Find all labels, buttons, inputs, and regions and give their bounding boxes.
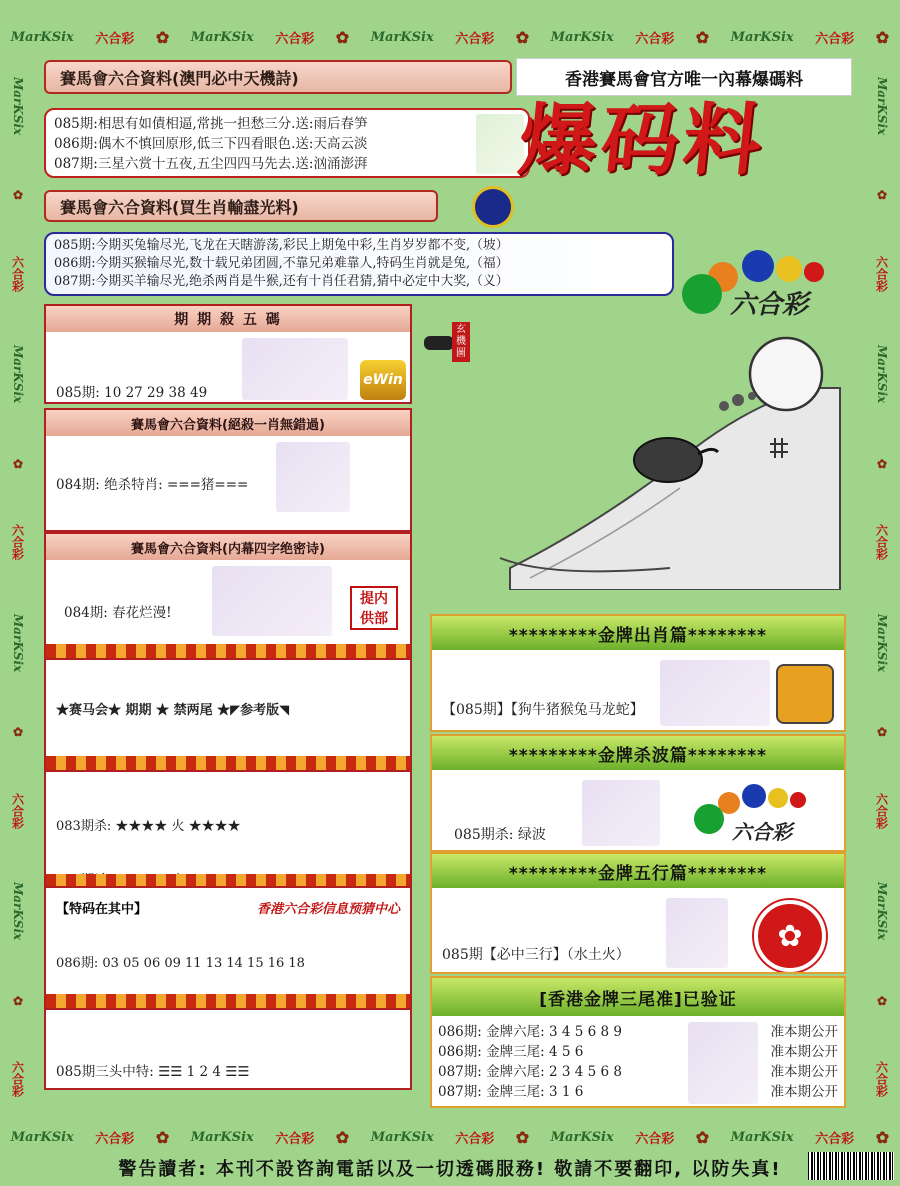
flower-icon: ✿	[515, 1127, 530, 1147]
flower-icon: ✿	[695, 27, 710, 47]
head-line: 085期三头中特: ☰☰ 1 2 4 ☰☰	[56, 1064, 250, 1080]
border-lhc: 六合彩	[10, 792, 25, 829]
border-lhc: 六合彩	[874, 792, 889, 829]
logo-dot-yellow	[768, 788, 788, 808]
border-left	[0, 50, 36, 1124]
flower-icon: ✿	[11, 456, 25, 471]
border-lhc: 六合彩	[874, 524, 889, 561]
barcode	[808, 1152, 894, 1180]
border-brand: MarKSix	[11, 76, 25, 135]
border-brand: MarKSix	[550, 29, 614, 45]
border-top	[0, 24, 900, 50]
flower-icon: ✿	[515, 27, 530, 47]
border-lhc: 六合彩	[874, 255, 889, 292]
mosaic-block	[666, 898, 728, 968]
panel-kill1-title: 賽馬會六合資料(絕殺一肖無錯過)	[46, 410, 410, 436]
poem-line: 085期:相思有如債相逼,常挑一担愁三分.送:雨后春笋	[54, 116, 368, 132]
stamp: 提内供部	[350, 586, 398, 630]
zodiac-line: 086期:今期买猴输尽光,数十载兄弟团圆,不靠兄弟难靠人,特码生肖就是兔,（福）	[54, 256, 509, 271]
border-brand: MarKSix	[10, 29, 74, 45]
logo-dot-green	[682, 274, 722, 314]
mosaic-block	[688, 1022, 758, 1104]
border-brand: MarKSix	[370, 1129, 434, 1145]
border-lhc: 六合彩	[874, 1061, 889, 1098]
logo-dot-yellow	[776, 256, 802, 282]
ewin-logo: eWin	[360, 360, 406, 400]
logo-dot-red	[804, 262, 824, 282]
flower-icon: ✿	[875, 725, 889, 740]
border-brand: MarKSix	[11, 882, 25, 941]
mosaic-block	[660, 660, 770, 726]
border-lhc: 六合彩	[815, 1131, 855, 1147]
border-lhc: 六合彩	[95, 31, 135, 47]
border-lhc: 六合彩	[10, 255, 25, 292]
flower-icon: ✿	[155, 27, 170, 47]
border-lhc: 六合彩	[95, 1131, 135, 1147]
border-brand: MarKSix	[875, 882, 889, 941]
gold-tail-left: 086期: 金牌三尾: 4 5 6	[438, 1044, 584, 1060]
border-lhc: 六合彩	[815, 31, 855, 47]
gold-tail-row	[438, 1062, 838, 1082]
gold-tail-row	[438, 1082, 838, 1102]
fist-icon	[776, 664, 834, 724]
title-zodiac: 賽馬會六合資料(買生肖輸盡光料)	[44, 190, 438, 222]
border-brand: MarKSix	[370, 29, 434, 45]
border-lhc: 六合彩	[455, 1131, 495, 1147]
kill1-line: 084期: 绝杀特肖: ===猪===	[56, 477, 249, 493]
lhc-logo-text: 六合彩	[730, 290, 809, 320]
star-line: 083期杀: ★★★★ 火 ★★★★	[56, 819, 241, 834]
poem-box	[44, 108, 530, 178]
border-brand: MarKSix	[875, 613, 889, 672]
wave-divider	[46, 994, 410, 1008]
bauhinia-icon: ✿	[754, 900, 826, 972]
gold-element-line: 085期【必中三行】（水土火）	[442, 947, 630, 963]
border-lhc: 六合彩	[635, 1131, 675, 1147]
border-brand: MarKSix	[730, 1129, 794, 1145]
logo-dot-blue	[742, 784, 766, 808]
tortoise-illustration	[470, 328, 850, 590]
panel-star	[44, 772, 412, 888]
flower-icon: ✿	[11, 725, 25, 740]
flower-icon: ✿	[875, 188, 889, 203]
flower-icon: ✿	[155, 1127, 170, 1147]
mosaic-block	[242, 338, 348, 400]
flower-icon: ✿	[335, 1127, 350, 1147]
gold-tail-right: 准本期公开	[770, 1044, 838, 1060]
logo-dot-blue	[742, 250, 774, 282]
flower-icon: ✿	[875, 456, 889, 471]
zodiac-line: 087期:今期买羊输尽光,绝杀两肖是牛猴,还有十肖任君猜,猜中必定中大奖,（义）	[54, 274, 509, 289]
panel-kill5	[44, 304, 412, 404]
gold-tail-left: 087期: 金牌六尾: 2 3 4 5 6 8	[438, 1064, 622, 1080]
gold-wave	[430, 734, 846, 852]
mosaic-block	[212, 566, 332, 636]
poem-line: 087期:三星六赏十五夜,五尘四四马先去.送:汹涌澎湃	[54, 156, 368, 172]
wave-divider	[46, 874, 410, 888]
border-lhc: 六合彩	[275, 31, 315, 47]
big-title: 爆码料	[514, 95, 771, 186]
border-bottom	[0, 1124, 900, 1150]
gold-tail-row	[438, 1022, 838, 1042]
border-lhc: 六合彩	[10, 1061, 25, 1098]
gold-element-title: *********金牌五行篇********	[432, 854, 844, 888]
special-label: 【特码在其中】	[56, 902, 148, 917]
wave-divider	[46, 756, 410, 770]
panel-head	[44, 1010, 412, 1090]
gold-tail-left: 087期: 金牌三尾: 3 1 6	[438, 1084, 584, 1100]
gold-wave-line: 085期杀: 绿波	[454, 827, 546, 843]
illustration-label: 玄機圖	[452, 322, 470, 362]
zodiac-box	[44, 232, 674, 296]
flower-icon: ✿	[695, 1127, 710, 1147]
border-lhc: 六合彩	[455, 31, 495, 47]
gold-tail-right: 准本期公开	[770, 1064, 838, 1080]
panel-tail	[44, 660, 412, 772]
border-brand: MarKSix	[550, 1129, 614, 1145]
panel-kill5-title: 期 期 殺 五 碼	[46, 306, 410, 332]
border-brand: MarKSix	[11, 345, 25, 404]
mosaic-block	[582, 780, 660, 846]
flower-icon: ✿	[11, 993, 25, 1008]
gold-tail-right: 准本期公开	[770, 1084, 838, 1100]
gold-tail-right: 准本期公开	[770, 1024, 838, 1040]
border-right	[864, 50, 900, 1124]
poem4-line: 084期: 春花烂漫!	[64, 605, 172, 621]
logo-dot-green	[694, 804, 724, 834]
gold-zodiac-line: 【085期】【狗牛猪猴兔马龙蛇】	[442, 702, 644, 718]
tail-heading: ★赛马会★ 期期 ★ 禁两尾 ★◤参考版◥	[56, 703, 290, 718]
border-brand: MarKSix	[10, 1129, 74, 1145]
lhc-logo-text: 六合彩	[732, 820, 792, 844]
gold-tail	[430, 976, 846, 1108]
gold-zodiac-title: *********金牌出肖篇********	[432, 616, 844, 650]
border-lhc: 六合彩	[275, 1131, 315, 1147]
border-brand: MarKSix	[11, 613, 25, 672]
gold-element	[430, 852, 846, 974]
flower-icon: ✿	[875, 27, 890, 47]
border-brand: MarKSix	[875, 345, 889, 404]
border-brand: MarKSix	[875, 76, 889, 135]
gold-tail-title: [香港金牌三尾准]已验证	[432, 978, 844, 1016]
flower-icon: ✿	[335, 27, 350, 47]
border-brand: MarKSix	[190, 1129, 254, 1145]
gold-tail-left: 086期: 金牌六尾: 3 4 5 6 8 9	[438, 1024, 622, 1040]
special-center: 香港六合彩信息预猜中心	[256, 902, 400, 917]
border-brand: MarKSix	[730, 29, 794, 45]
gold-zodiac	[430, 614, 846, 732]
flower-icon: ✿	[875, 993, 889, 1008]
warning-text: 警告讀者: 本刊不設咨詢電話以及一切透碼服務! 敬請不要翻印, 以防失真!	[118, 1159, 782, 1180]
gold-tail-row	[438, 1042, 838, 1062]
panel-poem4-title: 賽馬會六合資料(内幕四字绝密诗)	[46, 534, 410, 560]
title-macau-poem: 賽馬會六合資料(澳門必中天機詩)	[44, 60, 512, 94]
special-line: 086期: 03 05 06 09 11 13 14 15 16 18	[56, 956, 305, 971]
panel-special	[44, 888, 412, 1010]
hand-icon	[424, 322, 470, 362]
flower-icon: ✿	[11, 188, 25, 203]
slogan: 香港賽馬會官方唯一內幕爆碼料	[516, 58, 852, 96]
panel-poem4	[44, 532, 412, 660]
wave-divider	[46, 644, 410, 658]
mosaic-block	[276, 442, 350, 512]
panel-kill1	[44, 408, 412, 532]
flower-icon: ✿	[875, 1127, 890, 1147]
border-lhc: 六合彩	[10, 524, 25, 561]
logo-dot-red	[790, 792, 806, 808]
gold-wave-title: *********金牌杀波篇********	[432, 736, 844, 770]
border-lhc: 六合彩	[635, 31, 675, 47]
border-brand: MarKSix	[190, 29, 254, 45]
zodiac-line: 085期:今期买兔输尽光,飞龙在天瞎游荡,彩民上期兔中彩,生肖岁岁都不变,（坡）	[54, 238, 509, 253]
kill5-line: 085期: 10 27 29 38 49	[56, 385, 208, 401]
poem-line: 086期:偶木不慎回原形,低三下四看眼色.送:天高云淡	[54, 136, 368, 152]
emblem-icon	[472, 186, 514, 228]
